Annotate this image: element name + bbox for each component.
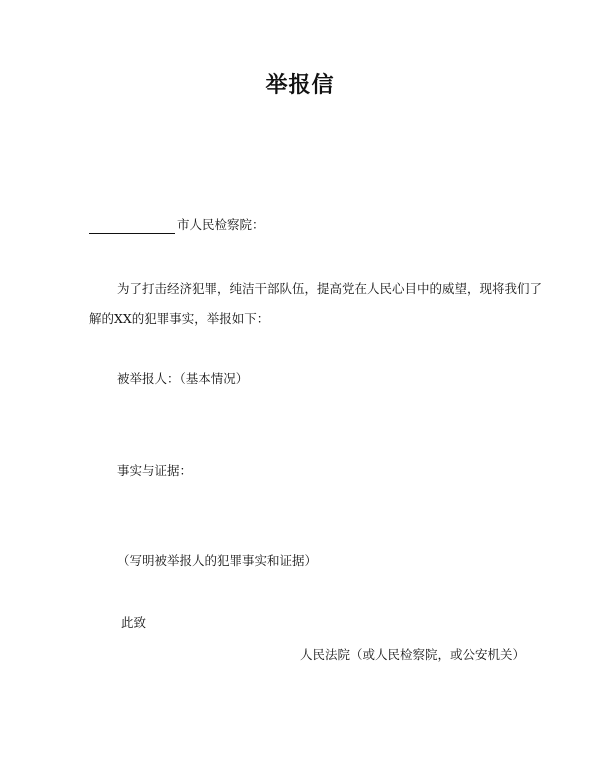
facts-evidence-note: （写明被举报人的犯罪事实和证据）: [117, 553, 318, 568]
facts-evidence-label: 事实与证据：: [117, 463, 193, 478]
intro-paragraph-line-2: 解的XX的犯罪事实，举报如下：: [89, 311, 270, 326]
addressee-blank: [89, 219, 175, 234]
recipient-line: 人民法院（或人民检察院，或公安机关）: [300, 647, 526, 662]
document-title: 举报信: [265, 73, 335, 98]
accused-person-label: 被举报人：（基本情况）: [117, 371, 249, 386]
intro-paragraph-line-1: 为了打击经济犯罪，纯洁干部队伍，提高党在人民心目中的威望，现将我们了: [117, 281, 543, 296]
addressee-text: 市人民检察院：: [177, 217, 265, 232]
closing-salutation: 此致: [121, 615, 147, 630]
addressee-line: [89, 216, 265, 234]
